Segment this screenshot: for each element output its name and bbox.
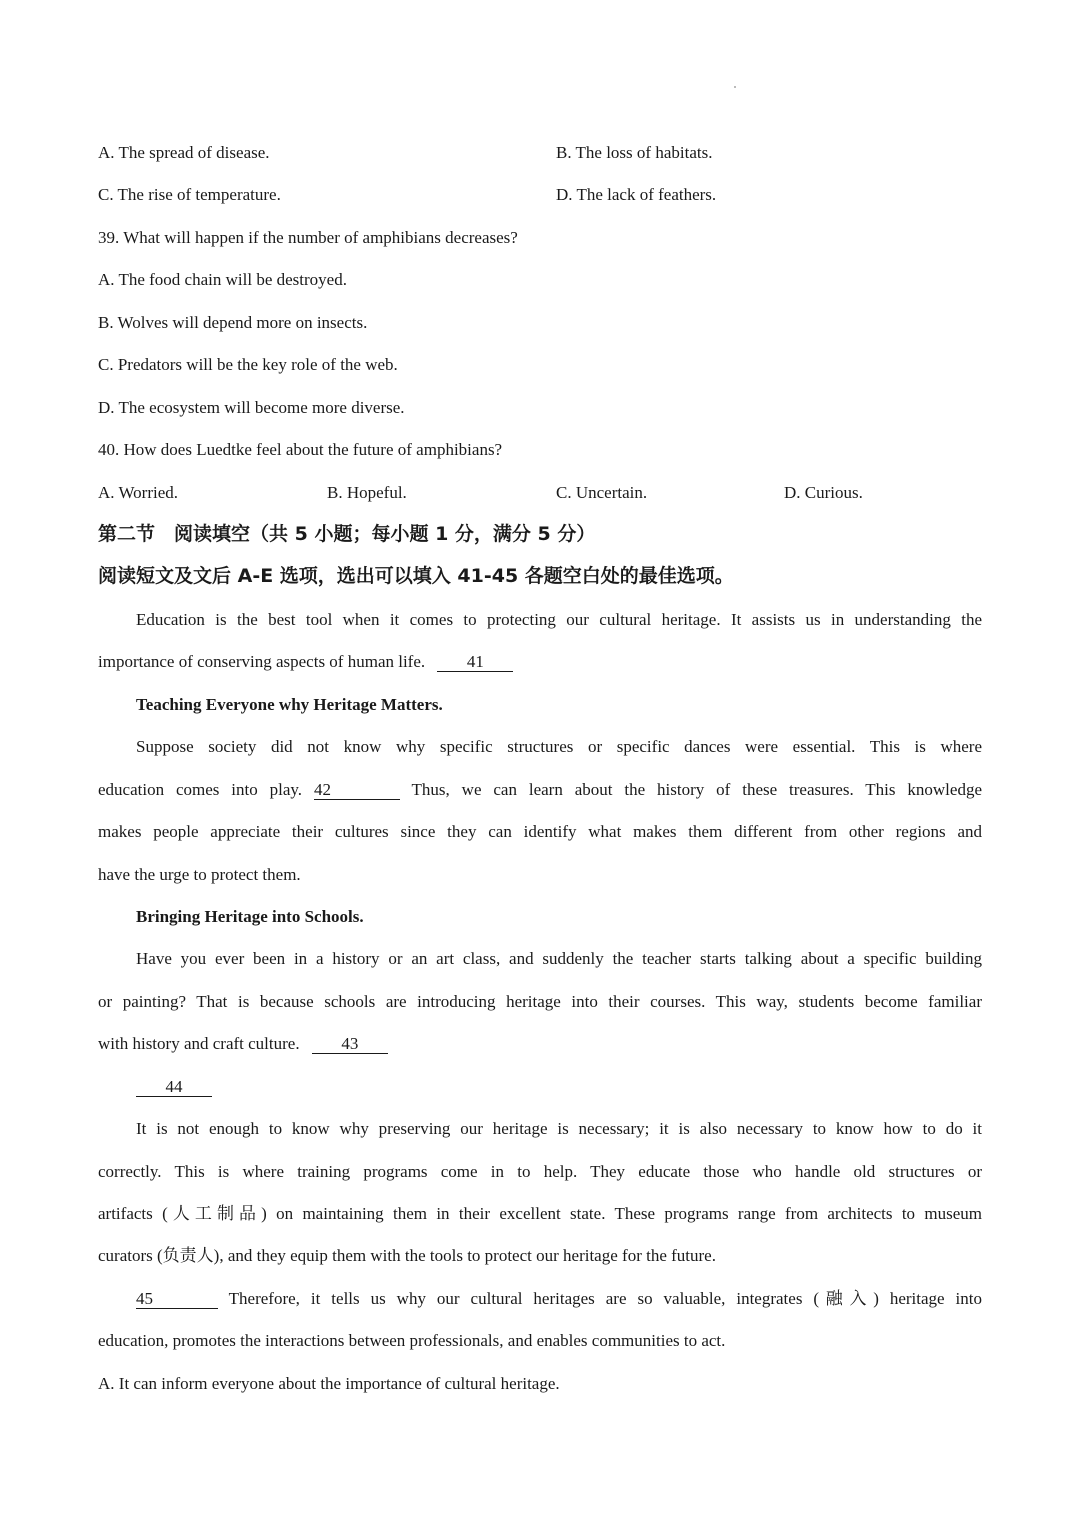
passage-p1-text: importance of conserving aspects of human life. (98, 652, 426, 671)
option-a: A. It can inform everyone about the importance of cultural heritage. (98, 1374, 560, 1393)
q39-option-a: A. The food chain will be destroyed. (98, 270, 347, 289)
passage-p2-line4: have the urge to protect them. (98, 865, 301, 884)
passage-p1-line1: Education is the best tool when it comes to protecting our cultural heritage. It assists us in understanding the (136, 610, 982, 629)
passage-p2-text-a: education comes into play. (98, 780, 303, 799)
passage-p4-line3: artifacts (人工制品) on maintaining them in their excellent state. These programs range from architects to museum (98, 1204, 982, 1223)
q38-option-c: C. The rise of temperature. (98, 185, 281, 204)
passage-p5-line2: education, promotes the interactions between professionals, and enables communities to act. (98, 1331, 726, 1350)
q40-stem: 40. How does Luedtke feel about the future of amphibians? (98, 440, 503, 459)
passage-p3-line2: or painting? That is because schools are introducing heritage into their courses. This way, students become familiar (98, 992, 982, 1011)
q38-option-b: B. The loss of habitats. (556, 143, 713, 162)
blank-41: 41 (437, 653, 513, 672)
passage-p5-text: Therefore, it tells us why our cultural heritages are so valuable, integrates (融入) heritage into (228, 1289, 982, 1308)
passage-p3-line1: Have you ever been in a history or an art class, and suddenly the teacher starts talking about a specific building (136, 949, 982, 968)
passage-p3-text: with history and craft culture. (98, 1034, 300, 1053)
passage-p2-line3: makes people appreciate their cultures since they can identify what makes them different from other regions and (98, 822, 982, 841)
q40-option-a: A. Worried. (98, 483, 178, 502)
passage-p1-line2 (98, 651, 513, 673)
heading-schools: Bringing Heritage into Schools. (136, 907, 364, 926)
q38-option-a: A. The spread of disease. (98, 143, 270, 162)
passage-p2-line2 (98, 779, 982, 801)
q40-option-c: C. Uncertain. (556, 483, 648, 502)
q39-option-c: C. Predators will be the key role of the web. (98, 355, 398, 374)
q39-option-d: D. The ecosystem will become more diverse. (98, 398, 405, 417)
passage-p2-text-b: Thus, we can learn about the history of these treasures. This knowledge (411, 780, 982, 799)
scan-speck (734, 86, 736, 88)
passage-p5-line1 (136, 1288, 982, 1310)
passage-p2-line1: Suppose society did not know why specific structures or specific dances were essential. This is where (136, 737, 982, 756)
blank-45: 45 (136, 1290, 218, 1309)
passage-p4-line1: It is not enough to know why preserving our heritage is necessary; it is also necessary to know how to do it (136, 1119, 982, 1138)
blank-44: 44 (136, 1078, 212, 1097)
section-title: 第二节 阅读填空（共 5 小题；每小题 1 分，满分 5 分） (98, 523, 596, 545)
q39-stem: 39. What will happen if the number of amphibians decreases? (98, 228, 518, 247)
blank-44-line (136, 1076, 212, 1098)
passage-p3-line3 (98, 1033, 388, 1055)
q39-option-b: B. Wolves will depend more on insects. (98, 313, 368, 332)
q38-option-d: D. The lack of feathers. (556, 185, 717, 204)
q40-option-b: B. Hopeful. (327, 483, 407, 502)
q40-option-d: D. Curious. (784, 483, 863, 502)
heading-teaching: Teaching Everyone why Heritage Matters. (136, 695, 443, 714)
blank-42: 42 (314, 781, 400, 800)
passage-p4-line4: curators (负责人), and they equip them with the tools to protect our heritage for the future. (98, 1246, 716, 1265)
passage-p4-line2: correctly. This is where training programs come in to help. They educate those who handle old structures or (98, 1162, 982, 1181)
section-instruction: 阅读短文及文后 A-E 选项，选出可以填入 41-45 各题空白处的最佳选项。 (98, 565, 734, 587)
blank-43: 43 (312, 1035, 388, 1054)
